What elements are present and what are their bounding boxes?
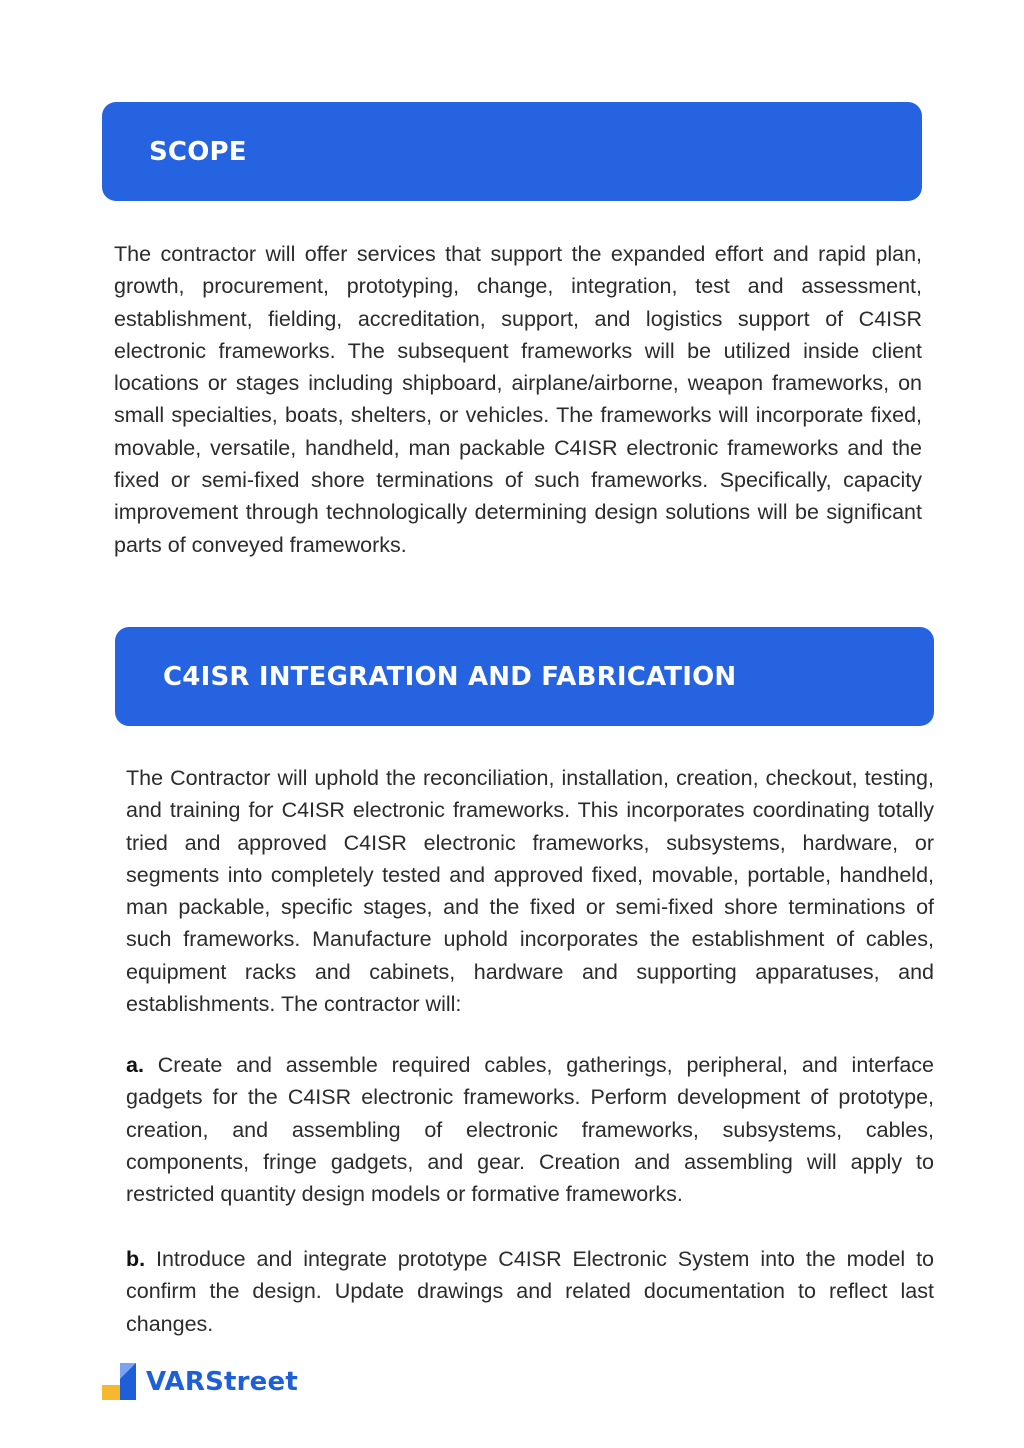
- list-item-marker: b.: [126, 1247, 146, 1271]
- scope-section-header: [102, 102, 922, 201]
- integration-section-header: [115, 627, 934, 726]
- logo-text: VARStreet: [146, 1366, 298, 1397]
- list-item-a: [126, 1049, 934, 1210]
- integration-paragraph: The Contractor will uphold the reconciliation, installation, creation, checkout, testing, and training for C4ISR electronic frameworks. This incorporates coordinating totally tried and approved C4ISR electronic frameworks, subsystems, hardware, or segments into completely tested and approved fixed, movable, portable, handheld, man packable, specific stages, and the fixed or semi-fixed shore terminations of such frameworks. Manufacture uphold incorporates the establishment of cables, equipment racks and cabinets, hardware and supporting apparatuses, and establishments. The contractor will:: [126, 766, 934, 1017]
- list-item-text: Create and assemble required cables, gatherings, peripheral, and interface gadgets for the C4ISR electronic frameworks. Perform development of prototype, creation, and assembling of electronic frameworks, subsystems, cables, components, fringe gadgets, and gear. Creation and assembling will apply to restricted quantity design models or formative frameworks.: [126, 1053, 934, 1207]
- scope-paragraph: The contractor will offer services that support the expanded effort and rapid plan, growth, procurement, prototyping, change, integration, test and assessment, establishment, fielding, accreditation, support, and logistics support of C4ISR electronic frameworks. The subsequent frameworks will be utilized inside client locations or stages including shipboard, airplane/airborne, weapon frameworks, on small specialties, boats, shelters, or vehicles. The frameworks will incorporate fixed, movable, versatile, handheld, man packable C4ISR electronic frameworks and the fixed or semi-fixed shore terminations of such frameworks. Specifically, capacity improvement through technologically determining design solutions will be significant parts of conveyed frameworks.: [114, 242, 922, 557]
- list-item-marker: a.: [126, 1053, 144, 1077]
- list-item-b: [126, 1243, 934, 1340]
- varstreet-logo: [102, 1363, 298, 1400]
- varstreet-logo-icon: [102, 1363, 136, 1400]
- integration-heading: C4ISR INTEGRATION AND FABRICATION: [163, 661, 737, 692]
- list-item-text: Introduce and integrate prototype C4ISR Electronic System into the model to confirm the design. Update drawings and related documentation to reflect last changes.: [126, 1247, 934, 1336]
- scope-heading: SCOPE: [149, 136, 247, 167]
